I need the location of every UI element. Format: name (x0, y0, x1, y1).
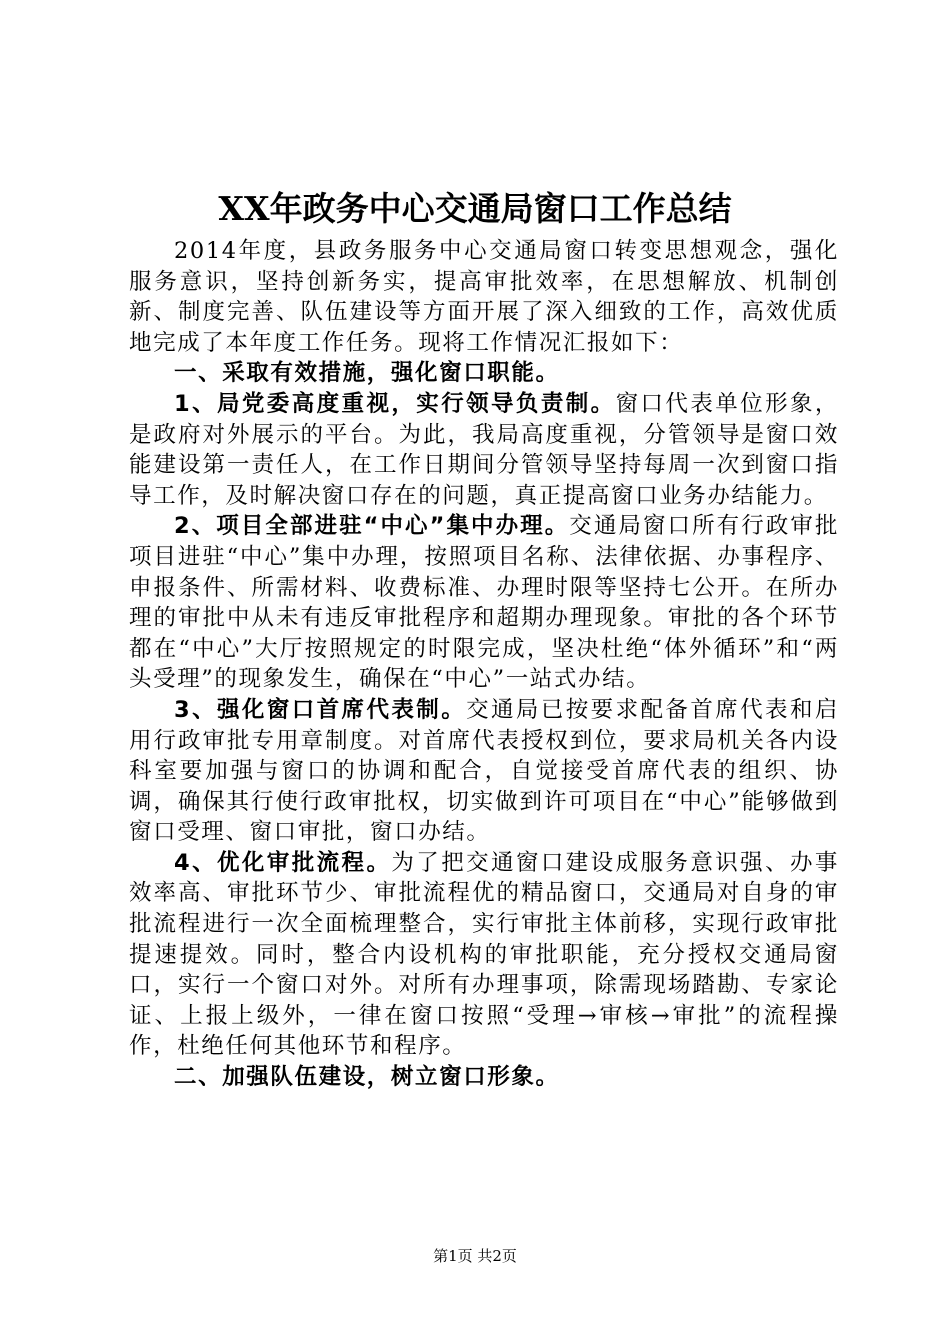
item-lead-2: 2、项目全部进驻“中心”集中办理。 (174, 513, 570, 540)
item-lead-4: 4、优化审批流程。 (174, 849, 392, 876)
page-footer: 第1页 共2页 (433, 1247, 517, 1265)
item-paragraph-3 (129, 695, 839, 848)
section-heading-1: 一、采取有效措施，强化窗口职能。 (174, 360, 560, 387)
section-heading-2: 二、加强队伍建设，树立窗口形象。 (174, 1064, 560, 1091)
document-title: XX年政务中心交通局窗口工作总结 (218, 189, 732, 228)
item-paragraph-2 (129, 511, 839, 695)
item-text-4: 为了把交通窗口建设成服务意识强、办事效率高、审批环节少、审批流程优的精品窗口，交通局对自身的审批流程进行一次全面梳理整合，实行审批主体前移，实现行政审批提速提效。同时，整合内设机构的审批职能，充分授权交通局窗口，实行一个窗口对外。对所有办理事项，除需现场踏勘、专家论证、上报上级外，一律在窗口按照“受理→审核→审批”的流程操作，杜绝任何其他环节和程序。 (129, 849, 839, 1060)
item-lead-1: 1、局党委高度重视，实行领导负责制。 (174, 390, 616, 417)
document-body (129, 236, 839, 1093)
item-text-1: 窗口代表单位形象，是政府对外展示的平台。为此，我局高度重视，分管领导是窗口效能建设第一责任人，在工作日期间分管领导坚持每周一次到窗口指导工作，及时解决窗口存在的问题，真正提高窗口业务办结能力。 (129, 390, 839, 509)
intro-paragraph: 2014年度，县政务服务中心交通局窗口转变思想观念，强化服务意识，坚持创新务实，提高审批效率，在思想解放、机制创新、制度完善、队伍建设等方面开展了深入细致的工作，高效优质地完成了本年度工作任务。现将工作情况汇报如下： (129, 238, 839, 356)
item-lead-3: 3、强化窗口首席代表制。 (174, 696, 467, 723)
item-paragraph-1 (129, 389, 839, 511)
item-text-3: 交通局已按要求配备首席代表和启用行政审批专用章制度。对首席代表授权到位，要求局机关各内设科室要加强与窗口的协调和配合，自觉接受首席代表的组织、协调，确保其行使行政审批权，切实做到许可项目在“中心”能够做到窗口受理、窗口审批，窗口办结。 (129, 696, 839, 846)
item-paragraph-4 (129, 848, 839, 1062)
item-text-2: 交通局窗口所有行政审批项目进驻“中心”集中办理，按照项目名称、法律依据、办事程序、申报条件、所需材料、收费标准、办理时限等坚持七公开。在所办理的审批中从未有违反审批程序和超期办理现象。审批的各个环节都在“中心”大厅按照规定的时限完成，坚决杜绝“体外循环”和“两头受理”的现象发生，确保在“中心”一站式办结。 (129, 513, 839, 693)
